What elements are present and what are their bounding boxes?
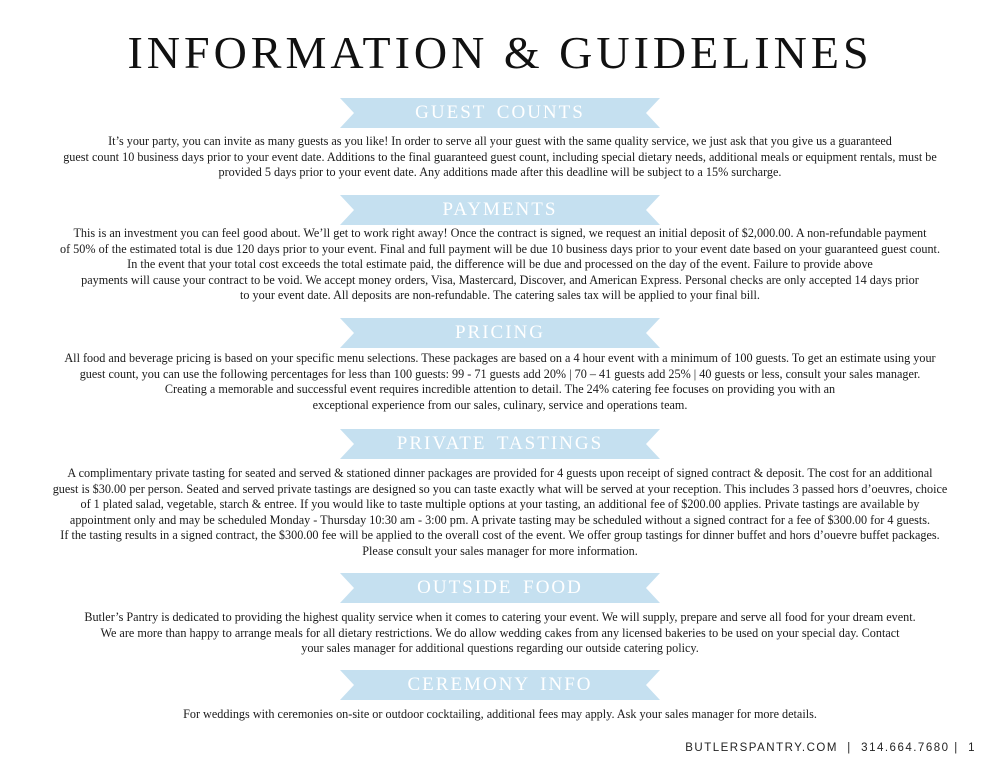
section-text-payments	[30, 226, 970, 304]
text-line: guest is $30.00 per person. Seated and served private tastings are designed so you can taste exactly what will be served at your reception. This includes 3 passed hors d’oeuvres, choice	[52, 481, 948, 496]
text-line: your sales manager for additional questions regarding our outside catering policy.	[301, 641, 699, 656]
section-text-ceremony-info	[30, 707, 970, 723]
section-banner-pricing	[340, 318, 660, 348]
text-line: of 50% of the estimated total is due 120 days prior to your event. Final and full payment will be due 10 business days prior to your event date based on your guaranteed guest count.	[59, 241, 940, 256]
section-heading: OUTSIDE FOOD	[417, 577, 583, 598]
text-line: All food and beverage pricing is based on your specific menu selections. These packages are based on a 4 hour event with a minimum of 100 guests. To get an estimate using your	[64, 351, 936, 365]
text-line: to your event date. All deposits are non-refundable. The catering sales tax will be applied to your final bill.	[240, 288, 760, 303]
text-line: If the tasting results in a signed contract, the $300.00 fee will be applied to the overall cost of the event. We offer group tastings for dinner buffet and hors d’ouevre buffet packages.	[60, 528, 940, 543]
section-text-pricing	[30, 351, 970, 413]
text-line: guest count 10 business days prior to your event date. Additions to the final guaranteed guest count, including special dietary needs, additional meals or equipment rentals, must be	[63, 149, 937, 164]
text-line: appointment only and may be scheduled Monday - Thursday 10:30 am - 3:00 pm. A private tasting may be scheduled without a signed contract for a fee of $300.00 for 4 guests.	[69, 512, 931, 527]
text-line: provided 5 days prior to your event date. Any additions made after this deadline will be subject to a 15% surcharge.	[218, 165, 782, 180]
section-banner-payments	[340, 195, 660, 225]
section-heading: PRIVATE TASTINGS	[396, 433, 604, 454]
section-banner-guest-counts	[340, 98, 660, 128]
page-title: INFORMATION & GUIDELINES	[127, 27, 873, 78]
text-line: It’s your party, you can invite as many guests as you like! In order to serve all your guest with the same quality service, we just ask that you give us a guaranteed	[108, 134, 892, 148]
text-line: Butler’s Pantry is dedicated to providing the highest quality service when it comes to catering your event. We will supply, prepare and serve all food for your dream event.	[84, 610, 916, 624]
section-text-private-tastings	[30, 466, 970, 560]
text-line: A complimentary private tasting for seated and served & stationed dinner packages are provided for 4 guests upon receipt of signed contract & deposit. The cost for an additional	[67, 466, 933, 480]
text-line: Creating a memorable and successful event requires incredible attention to detail. The 24% catering fee focuses on providing you with an	[164, 382, 836, 397]
section-heading: GUEST COUNTS	[415, 102, 585, 123]
text-line: In the event that your total cost exceeds the total estimate paid, the difference will be due and processed on the day of the event. Failure to provide above	[127, 257, 873, 272]
section-text-guest-counts	[30, 134, 970, 181]
section-heading: CEREMONY INFO	[407, 674, 593, 695]
section-banner-outside-food	[340, 573, 660, 603]
section-banner-ceremony-info	[340, 670, 660, 700]
footer-contact: BUTLERSPANTRY.COM | 314.664.7680 | 1	[685, 742, 976, 754]
text-line: This is an investment you can feel good about. We’ll get to work right away! Once the contract is signed, we request an initial deposit of $2,000.00. A non-refundable payment	[73, 226, 927, 240]
section-heading: PAYMENTS	[442, 199, 558, 220]
section-text-outside-food	[30, 610, 970, 657]
text-line: of 1 plated salad, vegetable, starch & entree. If you would like to taste multiple options at your tasting, an additional fee of $200.00 applies. Private tastings are available by	[80, 497, 920, 512]
section-heading: PRICING	[454, 322, 545, 343]
text-line: guest count, you can use the following percentages for less than 100 guests: 99 - 71 guests add 20% | 70 – 41 guests add 25% | 40 guests or less, consult your sales manager.	[79, 366, 921, 381]
text-line: Please consult your sales manager for more information.	[362, 543, 638, 558]
section-banner-private-tastings	[340, 429, 660, 459]
text-line: payments will cause your contract to be void. We accept money orders, Visa, Mastercard, Discover, and American Express. Personal checks are only accepted 14 days prior	[81, 272, 919, 287]
text-line: We are more than happy to arrange meals for all dietary restrictions. We do allow wedding cakes from any licensed bakeries to be used on your special day. Contact	[100, 625, 900, 640]
text-line: For weddings with ceremonies on-site or outdoor cocktailing, additional fees may apply. Ask your sales manager for more details.	[183, 707, 817, 721]
text-line: exceptional experience from our sales, culinary, service and operations team.	[312, 397, 688, 412]
